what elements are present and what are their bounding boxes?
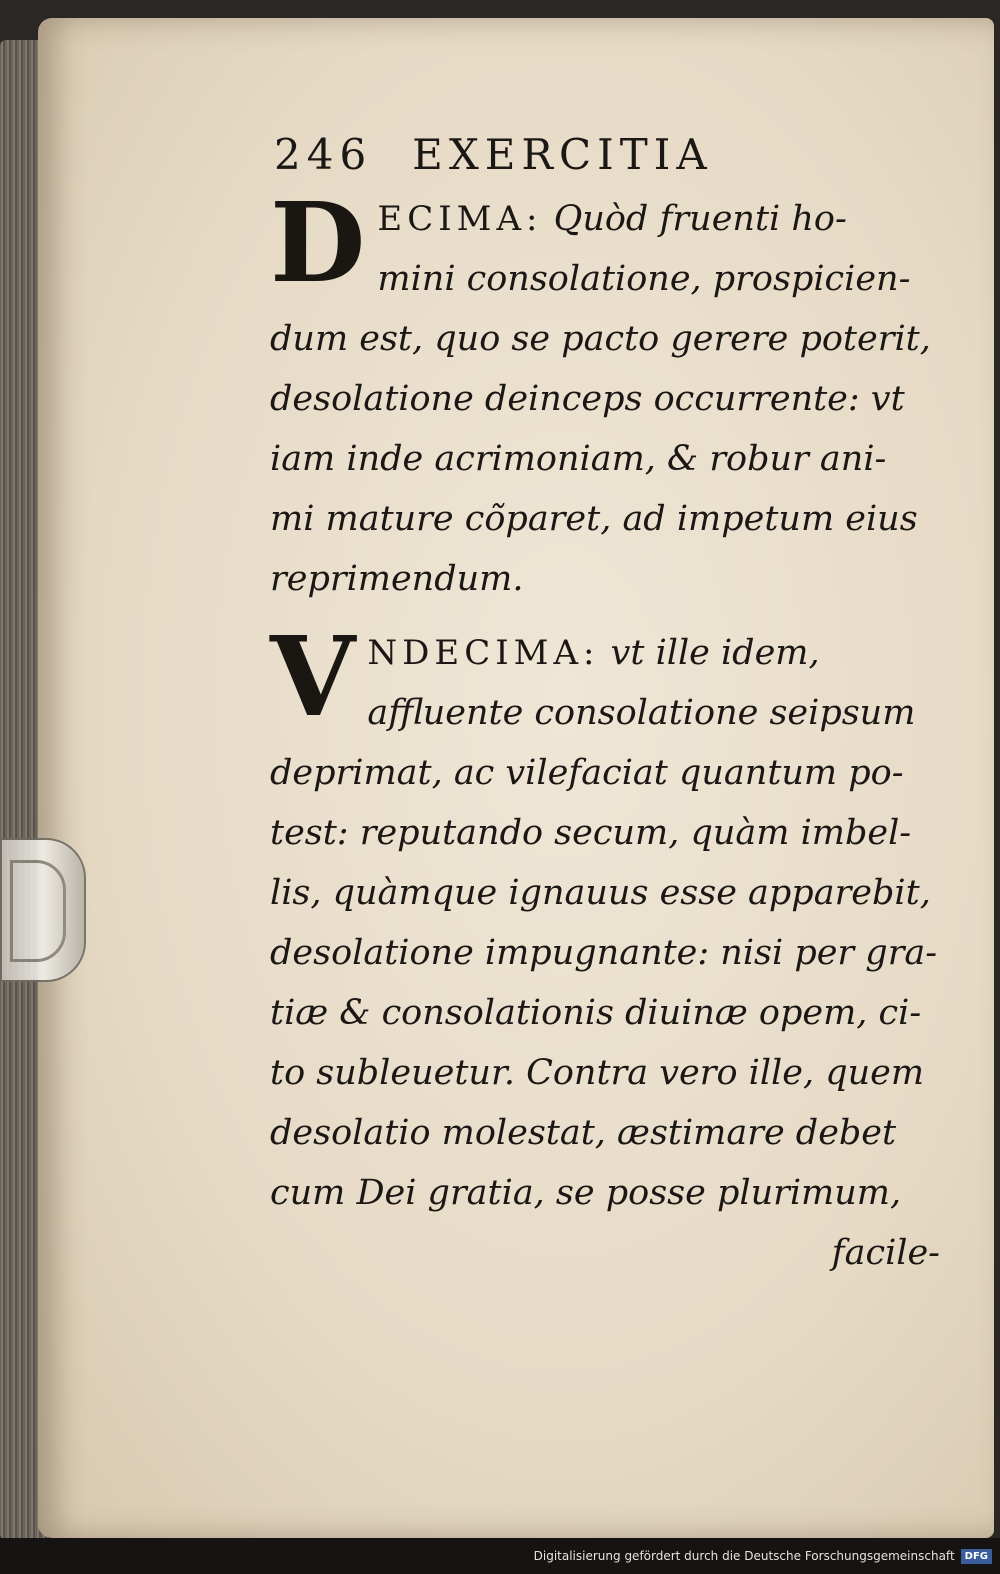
page-number: 246 xyxy=(274,130,373,179)
text-line: affluente consolatione seipsum xyxy=(367,693,916,733)
text-line: desolatio molestat, æstimare debet xyxy=(270,1113,897,1153)
text-line: deprimat, ac vilefaciat quantum po- xyxy=(270,753,904,793)
paragraph-undecima xyxy=(270,612,960,1283)
text-line-content: vt ille idem, xyxy=(610,633,820,673)
text-line: desolatione deinceps occurrente: vt xyxy=(270,379,905,419)
text-line: reprimendum. xyxy=(270,559,524,599)
lead-word: NDECIMA: xyxy=(367,633,600,673)
footer-bar xyxy=(0,1538,1000,1574)
text-line: dum est, quo se pacto gerere poterit, xyxy=(270,319,931,359)
running-header xyxy=(274,130,960,179)
catchword: facile- xyxy=(831,1233,940,1273)
text-line: desolatione impugnante: nisi per gra- xyxy=(270,933,938,973)
text-line: cum Dei gratia, se posse plurimum, xyxy=(270,1173,902,1213)
lead-word: ECIMA: xyxy=(377,199,543,239)
text-line: tiæ & consolationis diuinæ opem, ci- xyxy=(270,993,922,1033)
text-line xyxy=(270,189,960,249)
text-line xyxy=(270,623,960,683)
text-line: lis, quàmque ignauus esse apparebit, xyxy=(270,873,931,913)
paragraph-decima xyxy=(270,178,960,609)
text-line: mi mature cõparet, ad impetum eius xyxy=(270,499,918,539)
dropcap-d: D xyxy=(270,178,366,307)
dropcap-v: V xyxy=(270,612,356,741)
running-title: EXERCITIA xyxy=(412,130,713,179)
clasp-icon xyxy=(0,838,86,982)
text-line: mini consolatione, prospicien- xyxy=(377,259,911,299)
text-line: to subleuetur. Contra vero ille, quem xyxy=(270,1053,925,1093)
text-line: iam inde acrimoniam, & robur ani- xyxy=(270,439,887,479)
dfg-logo-icon: DFG xyxy=(961,1549,992,1564)
footer-credit: Digitalisierung gefördert durch die Deutsche Forschungsgemeinschaft xyxy=(533,1549,955,1563)
text-line: test: reputando secum, quàm imbel- xyxy=(270,813,912,853)
text-block xyxy=(270,130,960,1283)
clasp-inner xyxy=(10,860,66,962)
text-line-content: Quòd fruenti ho- xyxy=(553,199,847,239)
